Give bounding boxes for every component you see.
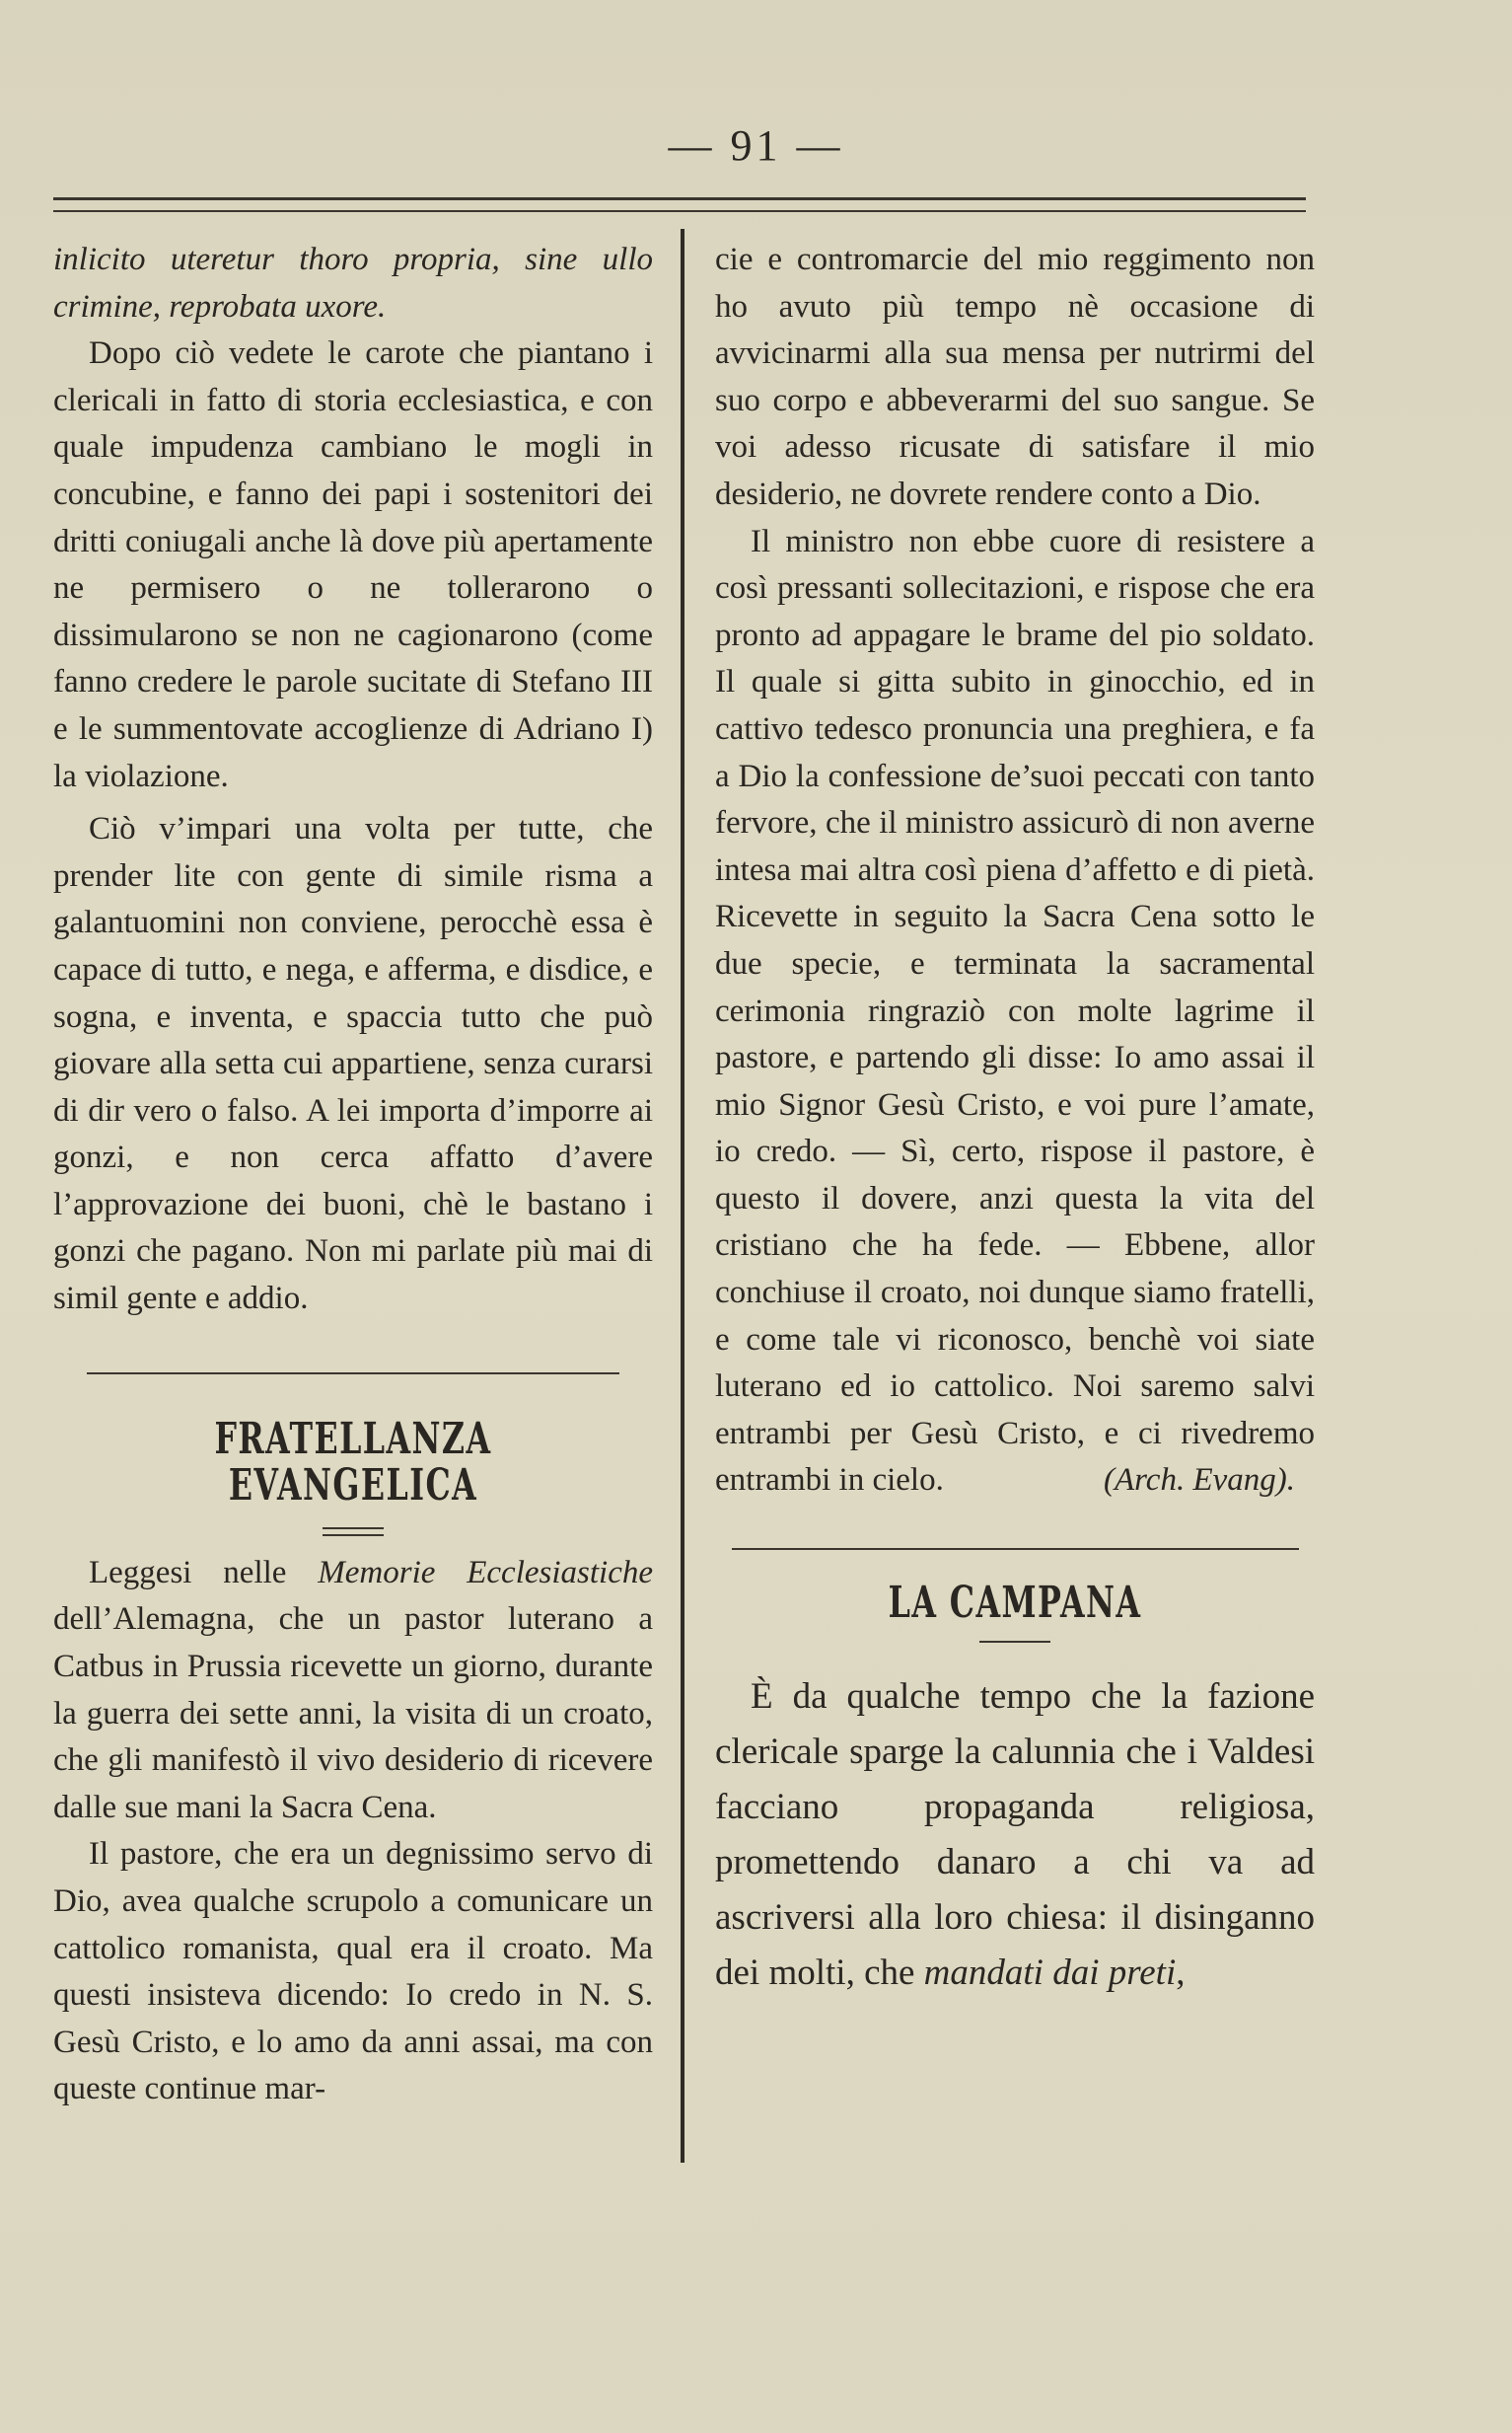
text: dell’Alemagna, che un pastor luterano a Catbus in Prussia ricevette un giorno, durante la guerra dei sette anni, la visita di un croato, che gli manifestò il vivo desiderio di ricevere dalle sue mani la Sacra Cena.: [53, 1601, 653, 1825]
paragraph: Il pastore, che era un degnissimo servo di Dio, avea qualche scrupolo a comunicare un cattolico romanista, qual era il croato. Ma questi insisteva dicendo: Io credo in N. S. Gesù Cristo, e lo amo da anni assai, ma con queste continue mar-: [53, 1836, 653, 2107]
italic-phrase: mandati dai preti: [923, 1952, 1177, 1993]
text: Il ministro non ebbe cuore di resistere a così pressanti sollecitazioni, e rispose che era pronto ad appagare le brame del pio soldato. Il quale si gitta subito in ginocchio, ed in cattivo tedesco pronuncia una preghiera, e fa a Dio la confessione de’suoi peccati con tanto fervore, che il ministro assicurò di non averne intesa mai altra così piena d’affetto e di pietà. Ricevette in seguito la Sacra Cena sotto le due specie, e terminata la sacramental cerimonia ringraziò con molte lagrime il pastore, e partendo gli disse: Io amo assai il mio Signor Gesù Cristo, e voi pure l’amate, io credo. — Sì, certo, rispose il pastore, è questo il dovere, anzi questa la vita del cristiano che ha fede. — Ebbene, allor conchiuse il croato, noi dunque siamo fratelli, e come tale vi riconosco, benchè voi siate luterano ed io cattolico. Noi saremo salvi entrambi per Gesù Cristo, e ci rivedremo entrambi in cielo.: [715, 523, 1315, 1499]
text: È da qualche tempo che la fazione clericale sparge la calunnia che i Valdesi facciano propaganda religiosa, promettendo danaro a chi va ad ascriversi alla loro chiesa: il disinganno dei molti, che: [715, 1675, 1315, 1993]
column-divider: [681, 229, 684, 2163]
paragraph: [715, 519, 1315, 1505]
paragraph: Dopo ciò vedete le carote che piantano i clericali in fatto di storia ecclesiastica, e con quale impudenza cambiano le mogli in concubine, e fanno dei papi i sostenitori dei dritti coniugali anche là dove più apertamente ne permisero o ne tollerarono o dissimularono se non ne cagionarono (come fanno credere le parole sucitate di Stefano III e le summentovate accoglienze di Adriano I) la violazione.: [53, 335, 653, 794]
attribution: (Arch. Evang).: [1104, 1462, 1295, 1499]
section-title: LA CAMPANA: [888, 1578, 1142, 1629]
paragraph: cie e contromarcie del mio reggimento non ho avuto più tempo nè occasione di avvicinarmi alla sua mensa per nutrirmi del suo corpo e abbeverarmi del suo sangue. Se voi adesso ricusate di satisfare il mio desiderio, ne dovrete rendere conto a Dio.: [715, 242, 1315, 512]
section-divider: [732, 1548, 1299, 1550]
paragraph: [715, 1669, 1315, 2001]
page-number: — 91 —: [668, 121, 844, 170]
right-column: [715, 237, 1315, 2001]
section-title: FRATELLANZA EVANGELICA: [214, 1413, 492, 1511]
italic-title: Memorie Ecclesiastiche: [318, 1554, 653, 1590]
title-underline: [979, 1641, 1050, 1648]
left-column: [53, 237, 653, 2113]
section-divider: [87, 1372, 619, 1374]
paragraph: [53, 1550, 653, 1832]
text: Leggesi nelle: [89, 1554, 319, 1590]
title-underline: [323, 1527, 384, 1536]
paragraph: Ciò v’impari una volta per tutte, che prender lite con gente di simile risma a galantuomini non conviene, perocchè essa è capace di tutto, e nega, e afferma, e disdice, e sogna, e inventa, e spaccia tutto che può giovare alla setta cui appartiene, senza curarsi di dir vero o falso. A lei importa d’imporre ai gonzi, e non cerca affatto d’avere l’approvazione dei buoni, chè le bastano i gonzi che pagano. Non mi parlate più mai di simil gente e addio.: [53, 811, 653, 1317]
header-double-rule: [53, 197, 1306, 212]
text: ,: [1176, 1952, 1186, 1993]
latin-quote: inlicito uteretur thoro propria, sine ullo crimine, reprobata uxore.: [53, 242, 653, 325]
